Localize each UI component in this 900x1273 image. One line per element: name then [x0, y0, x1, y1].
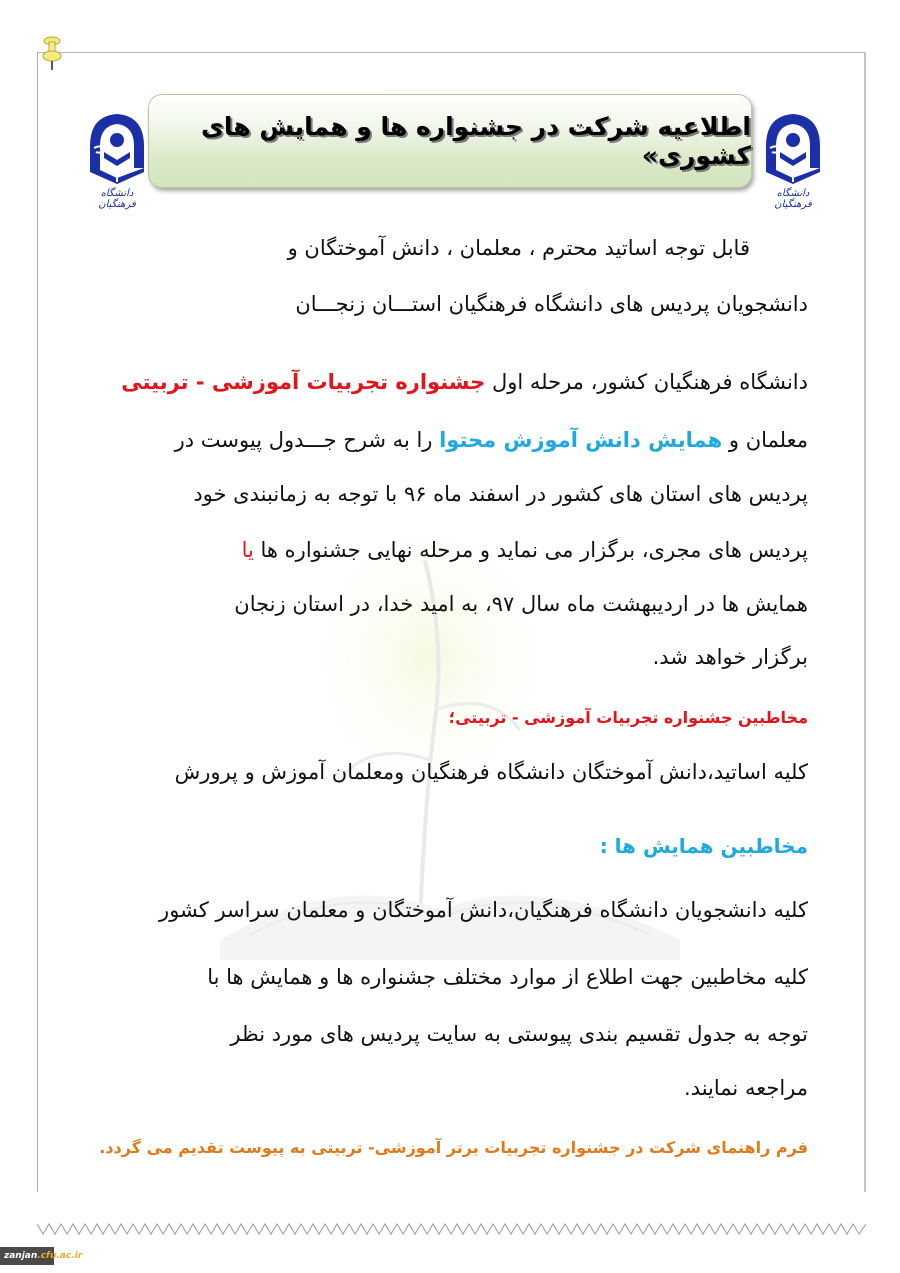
- attachment-note: فرم راهنمای شرکت در جشنواره تجربیات برتر آموزشی- تربیتی به پیوست تقدیم می گردد.: [99, 1138, 808, 1157]
- address-line-1: قابل توجه اساتید محترم ، معلمان ، دانش آموختگان و: [287, 236, 750, 260]
- paragraph2-line1: کلیه مخاطبین جهت اطلاع از موارد مختلف جشنواره ها و همایش ها با: [207, 965, 808, 989]
- paragraph1-line6: برگزار خواهد شد.: [652, 645, 808, 669]
- site-badge-part2: .cfu.ac.ir: [37, 1251, 83, 1261]
- festival-audience-text: کلیه اساتید،دانش آموختگان دانشگاه فرهنگیان ومعلمان آموزش و پرورش: [174, 760, 808, 784]
- paragraph1-line2-prefix: معلمان و: [722, 428, 808, 452]
- paragraph1-line4: [242, 538, 808, 562]
- paragraph2-line2: توجه به جدول تقسیم بندی پیوستی به سایت پردیس های مورد نظر: [230, 1022, 808, 1046]
- paragraph1-line2: [175, 428, 808, 452]
- paragraph1-line1-text: دانشگاه فرهنگیان کشور، مرحله اول: [485, 370, 808, 394]
- conference-name-highlight: همایش دانش آموزش محتوا: [439, 428, 723, 452]
- farhangian-emblem-icon: [758, 110, 828, 188]
- site-badge-part1: zanjan: [4, 1251, 38, 1261]
- or-highlight: یا: [241, 538, 254, 562]
- torn-page-edge: [37, 1222, 866, 1238]
- paragraph1-line4-text: پردیس های مجری، برگزار می نماید و مرحله نهایی جشنواره ها: [253, 538, 808, 562]
- university-logo-right: [758, 110, 828, 210]
- title-banner: [148, 94, 752, 188]
- address-line-2: دانشجویان پردیس های دانشگاه فرهنگیان استـــان زنجـــان: [295, 292, 808, 316]
- paragraph1-line3: پردیس های استان های کشور در اسفند ماه ۹۶ با توجه به زمانبندی خود: [193, 482, 808, 506]
- festival-name-highlight: جشنواره تجربیات آموزشی - تربیتی: [121, 370, 486, 394]
- page-title: اطلاعیه شرکت در جشنواره ها و همایش های کشوری»: [201, 112, 751, 170]
- conference-audience-text: کلیه دانشجویان دانشگاه فرهنگیان،دانش آموختگان و معلمان سراسر کشور: [159, 898, 808, 922]
- paragraph1-line5: همایش ها در اردیبهشت ماه سال ۹۷، به امید خدا، در استان زنجان: [234, 592, 808, 616]
- logo-caption: دانشگاه فرهنگیان: [774, 188, 812, 210]
- university-logo-left: [82, 110, 152, 210]
- festival-audience-heading: مخاطبین جشنواره تجربیات آموزشی - تربیتی؛: [448, 708, 808, 727]
- farhangian-emblem-icon: [82, 110, 152, 188]
- pushpin-icon: [40, 36, 64, 76]
- paragraph2-line3: مراجعه نمایند.: [684, 1076, 808, 1100]
- paragraph1-line1: [121, 370, 808, 394]
- conference-audience-heading: مخاطبین همایش ها :: [599, 834, 808, 858]
- site-watermark-badge: [0, 1247, 83, 1265]
- paragraph1-line2-suffix: را به شرح جـــدول پیوست در: [174, 428, 440, 452]
- logo-caption: دانشگاه فرهنگیان: [98, 188, 136, 210]
